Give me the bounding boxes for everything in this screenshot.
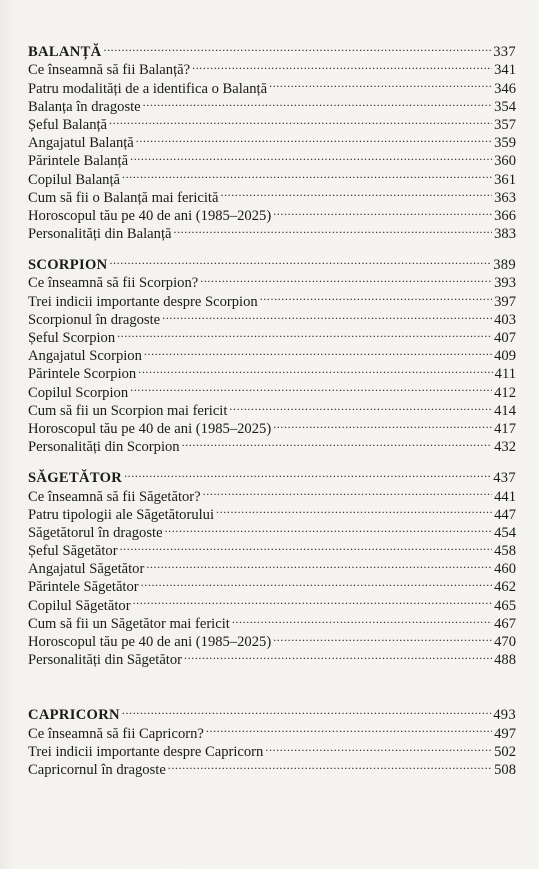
page-number: 488 bbox=[494, 652, 516, 669]
page-number: 383 bbox=[494, 226, 516, 243]
section-title: SĂGETĂTOR bbox=[28, 470, 123, 487]
entry-label: Patru modalități de a identifica o Balanță bbox=[28, 80, 268, 97]
entry-label: Trei indicii importante despre Capricorn bbox=[28, 743, 264, 760]
toc-section-heading[interactable] bbox=[28, 701, 516, 724]
dot-leader bbox=[141, 573, 492, 591]
page-number: 412 bbox=[494, 384, 516, 401]
page-number: 447 bbox=[494, 506, 516, 523]
dot-leader bbox=[146, 555, 492, 573]
dot-leader bbox=[265, 738, 492, 756]
dot-leader bbox=[124, 464, 491, 482]
page-number: 454 bbox=[494, 524, 516, 541]
dot-leader bbox=[109, 111, 492, 129]
page-number: 366 bbox=[494, 207, 516, 224]
entry-label: Horoscopul tău pe 40 de ani (1985–2025) bbox=[28, 207, 272, 224]
entry-label: Săgetătorul în dragoste bbox=[28, 524, 163, 541]
dot-leader bbox=[220, 184, 492, 202]
dot-leader bbox=[143, 93, 492, 111]
page-number: 403 bbox=[494, 311, 516, 328]
entry-label: Șeful Scorpion bbox=[28, 330, 116, 346]
page-number: 407 bbox=[494, 330, 516, 346]
page-number: 361 bbox=[494, 171, 516, 188]
page-number: 409 bbox=[494, 348, 516, 365]
entry-label: Părintele Balanță bbox=[28, 153, 129, 170]
section-title: BALANȚĂ bbox=[28, 44, 102, 61]
page-number: 414 bbox=[494, 402, 516, 419]
entry-label: Ce înseamnă să fii Săgetător? bbox=[28, 488, 201, 505]
entry-label: Părintele Scorpion bbox=[28, 366, 137, 383]
page-number: 508 bbox=[494, 761, 516, 778]
dot-leader bbox=[216, 501, 492, 519]
entry-label: Personalități din Scorpion bbox=[28, 439, 180, 456]
entry-label: Părintele Săgetător bbox=[28, 579, 139, 596]
dot-leader bbox=[206, 719, 492, 737]
page-number: 502 bbox=[494, 743, 516, 760]
entry-label: Personalități din Balanță bbox=[28, 226, 172, 243]
dot-leader bbox=[203, 482, 492, 500]
page-number: 341 bbox=[494, 62, 516, 79]
page-number: 357 bbox=[494, 116, 516, 133]
dot-leader bbox=[122, 701, 491, 719]
page-number: 397 bbox=[494, 293, 516, 310]
entry-label: Șeful Balanță bbox=[28, 116, 108, 133]
entry-label: Angajatul Săgetător bbox=[28, 561, 145, 578]
page-number: 337 bbox=[493, 44, 516, 61]
dot-leader bbox=[260, 287, 492, 305]
entry-label: Cum să fii o Balanță mai fericită bbox=[28, 189, 219, 206]
dot-leader bbox=[133, 591, 493, 609]
toc-section-balanta bbox=[28, 38, 516, 243]
entry-label: Cum să fii un Scorpion mai fericit bbox=[28, 402, 228, 419]
dot-leader bbox=[144, 342, 492, 360]
entry-label: Copilul Săgetător bbox=[28, 597, 131, 614]
dot-leader bbox=[165, 519, 493, 537]
toc-section-heading[interactable] bbox=[28, 38, 516, 61]
page-number: 462 bbox=[494, 579, 516, 596]
dot-leader bbox=[103, 38, 491, 56]
dot-leader bbox=[120, 537, 493, 555]
entry-label: Trei indicii importante despre Scorpion bbox=[28, 293, 258, 310]
page-number: 389 bbox=[493, 257, 516, 274]
page-number: 493 bbox=[493, 707, 516, 724]
entry-label: Șeful Săgetător bbox=[28, 543, 118, 560]
toc-section-scorpion bbox=[28, 251, 516, 456]
dot-leader bbox=[273, 202, 492, 220]
toc-section-sagetator bbox=[28, 464, 516, 669]
page-number: 458 bbox=[494, 543, 516, 560]
dot-leader bbox=[130, 147, 492, 165]
page-number: 359 bbox=[494, 135, 516, 152]
dot-leader bbox=[162, 306, 492, 324]
entry-label: Horoscopul tău pe 40 de ani (1985–2025) bbox=[28, 634, 272, 650]
page-number: 432 bbox=[494, 439, 516, 456]
page-number: 441 bbox=[494, 488, 516, 505]
dot-leader bbox=[122, 165, 492, 183]
toc-section-heading[interactable] bbox=[28, 464, 516, 487]
entry-label: Horoscopul tău pe 40 de ani (1985–2025) bbox=[28, 420, 272, 437]
dot-leader bbox=[273, 628, 492, 646]
page-number: 360 bbox=[494, 153, 516, 170]
page-number: 411 bbox=[494, 366, 516, 383]
entry-label: Scorpionul în dragoste bbox=[28, 311, 161, 328]
entry-label: Patru tipologii ale Săgetătorului bbox=[28, 506, 215, 523]
toc-section-capricorn bbox=[28, 701, 516, 778]
dot-leader bbox=[184, 646, 492, 664]
dot-leader bbox=[168, 756, 492, 774]
page-number: 417 bbox=[494, 420, 516, 437]
entry-label: Ce înseamnă să fii Scorpion? bbox=[28, 275, 199, 292]
dot-leader bbox=[117, 324, 492, 342]
dot-leader bbox=[138, 360, 492, 378]
dot-leader bbox=[232, 610, 492, 628]
dot-leader bbox=[273, 415, 492, 433]
entry-label: Cum să fii un Săgetător mai fericit bbox=[28, 615, 230, 632]
dot-leader bbox=[200, 269, 492, 287]
entry-label: Capricornul în dragoste bbox=[28, 761, 166, 778]
page-number: 460 bbox=[494, 561, 516, 578]
table-of-contents bbox=[28, 38, 516, 778]
entry-label: Copilul Balanță bbox=[28, 171, 121, 188]
dot-leader bbox=[109, 251, 491, 269]
page-number: 354 bbox=[494, 98, 516, 115]
dot-leader bbox=[229, 397, 492, 415]
dot-leader bbox=[173, 220, 492, 238]
entry-label: Personalități din Săgetător bbox=[28, 652, 183, 669]
page-number: 437 bbox=[493, 470, 516, 487]
page-number: 497 bbox=[494, 725, 516, 742]
entry-label: Balanța în dragoste bbox=[28, 98, 141, 115]
section-title: SCORPION bbox=[28, 257, 108, 274]
dot-leader bbox=[269, 74, 492, 92]
page-number: 465 bbox=[494, 597, 516, 614]
dot-leader bbox=[136, 129, 492, 147]
page-number: 363 bbox=[494, 189, 516, 206]
section-title: CAPRICORN bbox=[28, 707, 120, 724]
page-number: 470 bbox=[494, 634, 516, 650]
dot-leader bbox=[192, 56, 492, 74]
dot-leader bbox=[130, 378, 492, 396]
dot-leader bbox=[182, 433, 493, 451]
page-number: 346 bbox=[494, 80, 516, 97]
entry-label: Copilul Scorpion bbox=[28, 384, 129, 401]
page-number: 393 bbox=[494, 275, 516, 292]
page-number: 467 bbox=[494, 615, 516, 632]
entry-label: Ce înseamnă să fii Balanță? bbox=[28, 62, 191, 79]
toc-section-heading[interactable] bbox=[28, 251, 516, 274]
entry-label: Angajatul Balanță bbox=[28, 135, 134, 152]
entry-label: Angajatul Scorpion bbox=[28, 348, 142, 365]
entry-label: Ce înseamnă să fii Capricorn? bbox=[28, 725, 204, 742]
